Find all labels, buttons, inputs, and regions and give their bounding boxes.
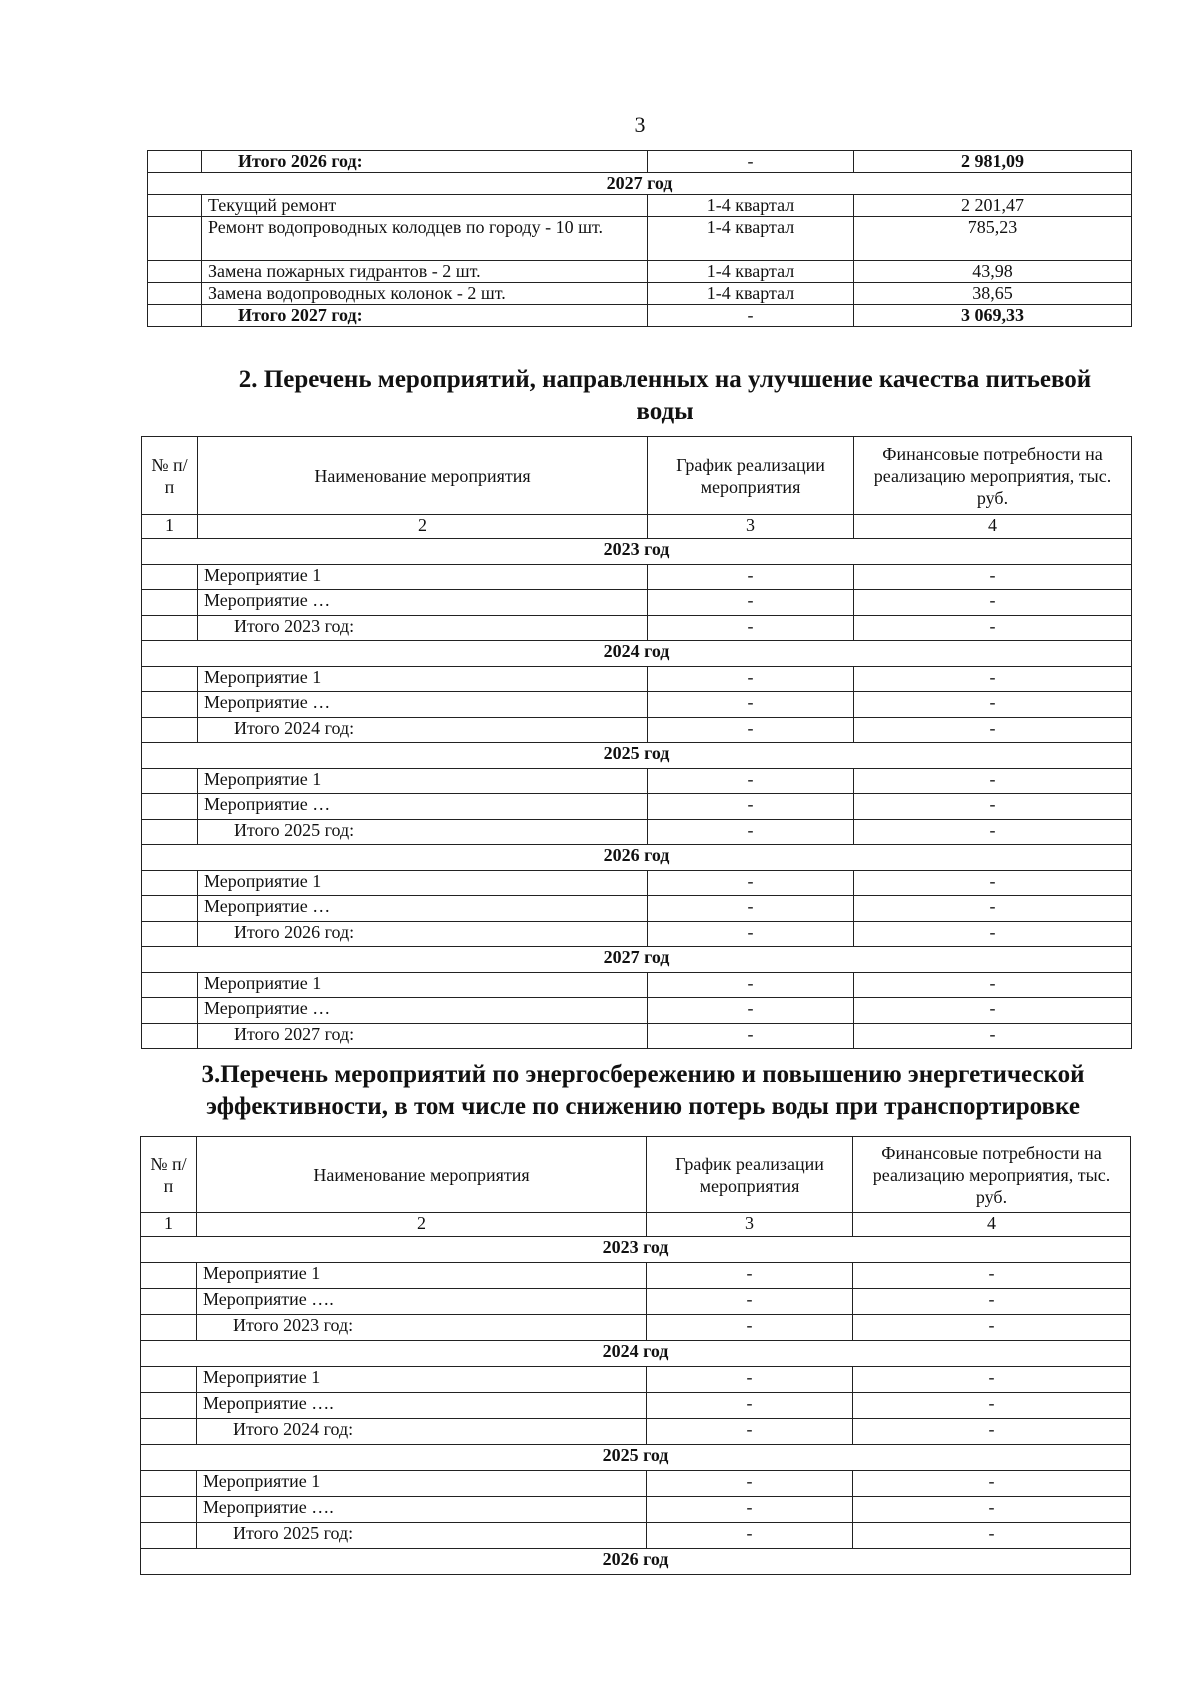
header-schedule: График реализации мероприятия [647, 1137, 853, 1213]
schedule-cell: - [647, 1471, 853, 1497]
table-row [148, 261, 1132, 283]
row-number-cell [148, 151, 202, 173]
table-row [141, 1471, 1131, 1497]
total-label: Итого 2027 год: [202, 305, 648, 327]
cost-cell: - [854, 819, 1132, 845]
schedule-cell: 1-4 квартал [648, 195, 854, 217]
table-row [142, 590, 1132, 616]
row-number-cell [148, 217, 202, 261]
table-row [142, 692, 1132, 718]
measure-name: Мероприятие …. [197, 1393, 647, 1419]
schedule-cell: - [648, 921, 854, 947]
row-number-cell [148, 305, 202, 327]
measure-name: Мероприятие … [198, 692, 648, 718]
cost-cell: 38,65 [854, 283, 1132, 305]
table-row [148, 217, 1132, 261]
cost-cell: - [854, 1023, 1132, 1049]
year-label: 2024 год [142, 641, 1132, 667]
section-3-title: 3.Перечень мероприятий по энергосбережению и повышению энергетической эффективности, в том числе по снижению потерь воды при транспортировке [201, 1061, 1085, 1120]
row-number-cell [142, 692, 198, 718]
schedule-cell: - [647, 1419, 853, 1445]
year-row [142, 539, 1132, 565]
schedule-cell: 1-4 квартал [648, 283, 854, 305]
year-label: 2023 год [141, 1237, 1131, 1263]
year-row [142, 845, 1132, 871]
year-row [148, 173, 1132, 195]
schedule-cell: - [647, 1523, 853, 1549]
cost-cell: - [854, 615, 1132, 641]
total-row [141, 1315, 1131, 1341]
column-number: 3 [647, 1213, 853, 1237]
cost-cell: - [854, 692, 1132, 718]
table-row [148, 195, 1132, 217]
cost-cell: 2 981,09 [854, 151, 1132, 173]
table-row [142, 768, 1132, 794]
total-label: Итого 2024 год: [198, 717, 648, 743]
year-row [141, 1445, 1131, 1471]
cost-cell: - [854, 717, 1132, 743]
table-row [148, 283, 1132, 305]
table-row [142, 564, 1132, 590]
schedule-cell: 1-4 квартал [648, 217, 854, 261]
column-number: 4 [853, 1213, 1131, 1237]
schedule-cell: - [648, 564, 854, 590]
total-row [141, 1523, 1131, 1549]
year-row [141, 1341, 1131, 1367]
row-number-cell [142, 666, 198, 692]
cost-cell: - [853, 1471, 1131, 1497]
schedule-cell: - [647, 1315, 853, 1341]
table-row [142, 870, 1132, 896]
row-number-cell [142, 564, 198, 590]
row-number-cell [148, 261, 202, 283]
cost-cell: - [853, 1315, 1131, 1341]
row-number-cell [141, 1497, 197, 1523]
schedule-cell: - [648, 615, 854, 641]
schedule-cell: - [648, 819, 854, 845]
page-number: 3 [634, 112, 646, 137]
year-label: 2025 год [141, 1445, 1131, 1471]
table-row [142, 896, 1132, 922]
schedule-cell: - [648, 998, 854, 1024]
row-number-cell [141, 1523, 197, 1549]
schedule-cell: - [647, 1367, 853, 1393]
row-number-cell [148, 283, 202, 305]
column-numbers-row [141, 1213, 1131, 1237]
row-number-cell [142, 615, 198, 641]
total-row [142, 1023, 1132, 1049]
year-label: 2025 год [142, 743, 1132, 769]
schedule-cell: - [648, 717, 854, 743]
column-number: 1 [142, 515, 198, 539]
schedule-cell: - [647, 1289, 853, 1315]
table-row [142, 998, 1132, 1024]
header-name: Наименование мероприятия [197, 1137, 647, 1213]
schedule-cell: - [648, 1023, 854, 1049]
column-numbers-row [142, 515, 1132, 539]
cost-cell: 2 201,47 [854, 195, 1132, 217]
cost-cell: 3 069,33 [854, 305, 1132, 327]
year-label: 2024 год [141, 1341, 1131, 1367]
row-number-cell [142, 896, 198, 922]
measure-name: Мероприятие 1 [197, 1367, 647, 1393]
cost-cell: - [854, 590, 1132, 616]
column-number: 4 [854, 515, 1132, 539]
cost-cell: - [853, 1523, 1131, 1549]
total-row [142, 717, 1132, 743]
header-num: № п/п [141, 1137, 197, 1213]
row-number-cell [142, 998, 198, 1024]
header-cost: Финансовые потребности на реализацию мероприятия, тыс. руб. [853, 1137, 1131, 1213]
measure-name: Мероприятие 1 [198, 768, 648, 794]
total-label: Итого 2026 год: [198, 921, 648, 947]
measure-name: Мероприятие 1 [198, 870, 648, 896]
total-row [148, 151, 1132, 173]
table-row [142, 666, 1132, 692]
table-plan-2026-2027 [147, 150, 1132, 327]
row-number-cell [142, 972, 198, 998]
cost-cell: - [853, 1289, 1131, 1315]
schedule-cell: - [648, 666, 854, 692]
row-number-cell [142, 921, 198, 947]
table-row [141, 1393, 1131, 1419]
measure-name: Текущий ремонт [202, 195, 648, 217]
total-label: Итого 2027 год: [198, 1023, 648, 1049]
cost-cell: - [854, 998, 1132, 1024]
column-number: 2 [198, 515, 648, 539]
measure-name: Мероприятие 1 [198, 564, 648, 590]
row-number-cell [141, 1289, 197, 1315]
row-number-cell [141, 1393, 197, 1419]
cost-cell: - [854, 972, 1132, 998]
total-label: Итого 2026 год: [202, 151, 648, 173]
cost-cell: - [853, 1419, 1131, 1445]
year-label: 2027 год [142, 947, 1132, 973]
total-label: Итого 2024 год: [197, 1419, 647, 1445]
row-number-cell [148, 195, 202, 217]
measure-name: Мероприятие 1 [198, 972, 648, 998]
table-row [142, 794, 1132, 820]
cost-cell: - [854, 870, 1132, 896]
table-row [141, 1263, 1131, 1289]
total-label: Итого 2025 год: [197, 1523, 647, 1549]
measure-name: Мероприятие … [198, 590, 648, 616]
table-header-row [141, 1137, 1131, 1213]
row-number-cell [142, 768, 198, 794]
row-number-cell [141, 1315, 197, 1341]
year-label: 2023 год [142, 539, 1132, 565]
schedule-cell: - [648, 590, 854, 616]
total-label: Итого 2023 год: [198, 615, 648, 641]
schedule-cell: - [647, 1263, 853, 1289]
measure-name: Мероприятие … [198, 794, 648, 820]
row-number-cell [142, 1023, 198, 1049]
measure-name: Мероприятие 1 [198, 666, 648, 692]
schedule-cell: - [648, 794, 854, 820]
table-row [142, 972, 1132, 998]
year-row [142, 641, 1132, 667]
schedule-cell: - [648, 692, 854, 718]
cost-cell: 785,23 [854, 217, 1132, 261]
row-number-cell [141, 1419, 197, 1445]
measure-name: Замена водопроводных колонок - 2 шт. [202, 283, 648, 305]
total-row [142, 921, 1132, 947]
row-number-cell [141, 1367, 197, 1393]
measure-name: Мероприятие 1 [197, 1471, 647, 1497]
cost-cell: - [853, 1263, 1131, 1289]
measure-name: Мероприятие … [198, 998, 648, 1024]
column-number: 1 [141, 1213, 197, 1237]
table-water-quality [141, 436, 1132, 1049]
table-row [141, 1497, 1131, 1523]
schedule-cell: - [648, 768, 854, 794]
schedule-cell: - [648, 305, 854, 327]
total-row [141, 1419, 1131, 1445]
table-header-row [142, 437, 1132, 515]
total-row [148, 305, 1132, 327]
cost-cell: - [854, 564, 1132, 590]
total-row [142, 819, 1132, 845]
cost-cell: - [854, 666, 1132, 692]
cost-cell: - [854, 896, 1132, 922]
header-schedule: График реализации мероприятия [648, 437, 854, 515]
cost-cell: 43,98 [854, 261, 1132, 283]
schedule-cell: - [648, 896, 854, 922]
column-number: 2 [197, 1213, 647, 1237]
cost-cell: - [854, 921, 1132, 947]
header-cost: Финансовые потребности на реализацию мероприятия, тыс. руб. [854, 437, 1132, 515]
header-num: № п/п [142, 437, 198, 515]
cost-cell: - [853, 1367, 1131, 1393]
schedule-cell: - [648, 870, 854, 896]
schedule-cell: - [647, 1393, 853, 1419]
schedule-cell: 1-4 квартал [648, 261, 854, 283]
year-row [141, 1549, 1131, 1575]
measure-name: Мероприятие …. [197, 1497, 647, 1523]
total-label: Итого 2023 год: [197, 1315, 647, 1341]
row-number-cell [141, 1263, 197, 1289]
measure-name: Ремонт водопроводных колодцев по городу - 10 шт. [202, 217, 648, 261]
total-label: Итого 2025 год: [198, 819, 648, 845]
table-energy-saving [140, 1136, 1131, 1575]
cost-cell: - [854, 794, 1132, 820]
year-label: 2027 год [148, 173, 1132, 195]
row-number-cell [142, 717, 198, 743]
table-row [141, 1367, 1131, 1393]
year-row [142, 947, 1132, 973]
measure-name: Замена пожарных гидрантов - 2 шт. [202, 261, 648, 283]
row-number-cell [142, 870, 198, 896]
schedule-cell: - [648, 972, 854, 998]
year-label: 2026 год [142, 845, 1132, 871]
year-label: 2026 год [141, 1549, 1131, 1575]
cost-cell: - [853, 1497, 1131, 1523]
measure-name: Мероприятие …. [197, 1289, 647, 1315]
row-number-cell [142, 819, 198, 845]
table-row [141, 1289, 1131, 1315]
schedule-cell: - [647, 1497, 853, 1523]
measure-name: Мероприятие 1 [197, 1263, 647, 1289]
row-number-cell [142, 794, 198, 820]
cost-cell: - [853, 1393, 1131, 1419]
schedule-cell: - [648, 151, 854, 173]
row-number-cell [142, 590, 198, 616]
measure-name: Мероприятие … [198, 896, 648, 922]
year-row [142, 743, 1132, 769]
year-row [141, 1237, 1131, 1263]
header-name: Наименование мероприятия [198, 437, 648, 515]
column-number: 3 [648, 515, 854, 539]
total-row [142, 615, 1132, 641]
cost-cell: - [854, 768, 1132, 794]
section-2-title: 2. Перечень мероприятий, направленных на улучшение качества питьевой воды [238, 366, 1092, 425]
row-number-cell [141, 1471, 197, 1497]
